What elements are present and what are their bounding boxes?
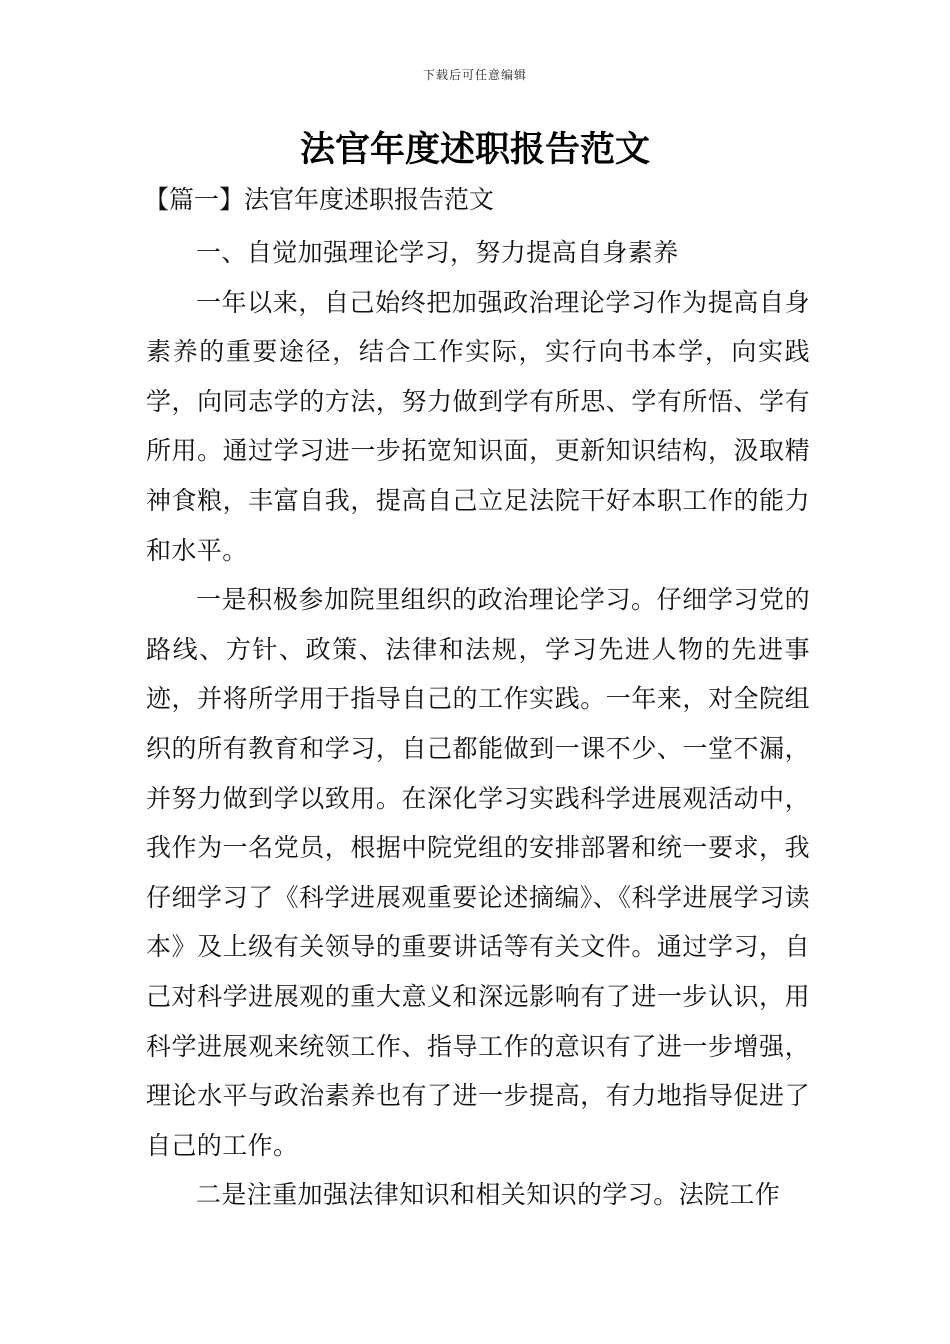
paragraph: 一是积极参加院里组织的政治理论学习。仔细学习党的路线、方针、政策、法律和法规，学习先进人物的先进事迹，并将所学用于指导自己的工作实践。一年来，对全院组织的所有教育和学习，自己都能做到一课不少、一堂不漏，并努力做到学以致用。在深化学习实践科学进展观活动中，我作为一名党员，根据中院党组的安排部署和统一要求，我仔细学习了《科学进展观重要论述摘编》、《科学进展学习读本》及上级有关领导的重要讲话等有关文件。通过学习，自己对科学进展观的重大意义和深远影响有了进一步认识，用科学进展观来统领工作、指导工作的意识有了进一步增强，理论水平与政治素养也有了进一步提高，有力地指导促进了自己的工作。: [146, 585, 810, 1160]
section-heading: 【篇一】法官年度述职报告范文: [144, 185, 495, 214]
subsection-heading: 一、自觉加强理论学习，努力提高自身素养: [196, 238, 679, 267]
paragraph: 二是注重加强法律知识和相关知识的学习。法院工作: [196, 1180, 781, 1210]
body-text: [146, 228, 810, 1220]
paragraph: 一年以来，自己始终把加强政治理论学习作为提高自身素养的重要途径，结合工作实际，实行向书本学，向实践学，向同志学的方法，努力做到学有所思、学有所悟、学有所用。通过学习进一步拓宽知识面，更新知识结构，汲取精神食粮，丰富自我，提高自己立足法院干好本职工作的能力和水平。: [146, 287, 810, 565]
header-note: 下载后可任意编辑: [422, 68, 527, 82]
document-title: 法官年度述职报告范文: [299, 129, 650, 170]
